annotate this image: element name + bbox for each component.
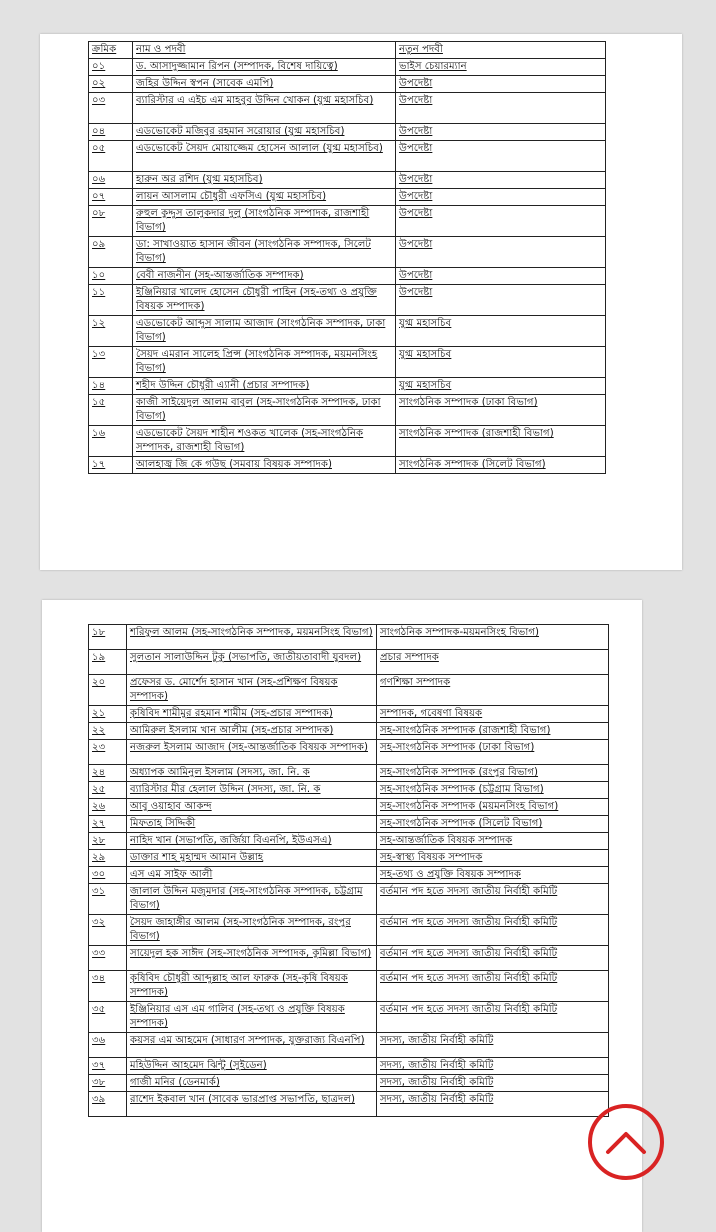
cell-new-post: সাংগঠনিক সম্পাদক-ময়মনসিংহ বিভাগ) [377, 625, 609, 650]
cell-new-post: উপদেষ্টা [396, 206, 606, 237]
cell-new-post: গণশিক্ষা সম্পাদক [377, 675, 609, 706]
cell-new-post: সহ-সাংগঠনিক সম্পাদক (ঢাকা বিভাগ) [377, 740, 609, 765]
cell-name: এডভোকেট সৈয়দ শাহীন শওকত খালেক (সহ-সাংগঠনিক সম্পাদক, রাজশাহী বিভাগ) [133, 426, 396, 457]
cell-new-post: উপদেষ্টা [396, 237, 606, 268]
table-row [89, 189, 606, 206]
cell-name: সুলতান সালাউদ্দিন টুকু (সভাপতি, জাতীয়তাবাদী যুবদল) [127, 650, 377, 675]
table-row [89, 675, 609, 706]
cell-name: ব্যারিস্টার এ এইচ এম মাহবুব উদ্দিন খোকন (যুগ্ম মহাসচিব) [133, 93, 396, 124]
table-row [89, 347, 606, 378]
cell-serial: ২৯ [89, 850, 127, 867]
cell-new-post: সহ-তথ্য ও প্রযুক্তি বিষয়ক সম্পাদক [377, 867, 609, 884]
table-row [89, 625, 609, 650]
cell-new-post: যুগ্ম মহাসচিব [396, 316, 606, 347]
cell-serial: ২২ [89, 723, 127, 740]
cell-name: আলহাজ্ব জি কে গউছ (সমবায় বিষয়ক সম্পাদক) [133, 457, 396, 474]
cell-serial: ২৭ [89, 816, 127, 833]
members-table-2 [88, 624, 609, 1117]
table-row [89, 76, 606, 93]
cell-name: রুহুল কুদ্দুস তালুকদার দুলু (সাংগঠনিক সম্পাদক, রাজশাহী বিভাগ) [133, 206, 396, 237]
cell-serial: ০৪ [89, 124, 133, 141]
cell-name: লায়ন আসলাম চৌধুরী এফসিএ (যুগ্ম মহাসচিব) [133, 189, 396, 206]
table-row [89, 799, 609, 816]
cell-name: রাশেদ ইকবাল খান (সাবেক ভারপ্রাপ্ত সভাপতি, ছাত্রদল) [127, 1092, 377, 1117]
cell-serial: ১০ [89, 268, 133, 285]
table-row [89, 915, 609, 946]
cell-new-post: উপদেষ্টা [396, 268, 606, 285]
cell-name: অধ্যাপক আমিনুল ইসলাম (সদস্য, জা. নি. ক [127, 765, 377, 782]
cell-name: নাহিদ খান (সভাপতি, জর্জিয়া বিএনপি, ইউএসএ) [127, 833, 377, 850]
cell-new-post: প্রচার সম্পাদক [377, 650, 609, 675]
cell-new-post: সহ-স্বাস্থ্য বিষয়ক সম্পাদক [377, 850, 609, 867]
cell-serial: ৩৫ [89, 1002, 127, 1033]
table-row [89, 316, 606, 347]
scroll-to-top-button[interactable] [588, 1104, 664, 1180]
cell-name: মহিউদ্দিন আহমেদ ঝিন্টু (সুইডেন) [127, 1058, 377, 1075]
table-row [89, 59, 606, 76]
cell-serial: ১৫ [89, 395, 133, 426]
cell-new-post: সহ-সাংগঠনিক সম্পাদক (সিলেট বিভাগ) [377, 816, 609, 833]
cell-serial: ২১ [89, 706, 127, 723]
cell-name: নজরুল ইসলাম আজাদ (সহ-আন্তর্জাতিক বিষয়ক সম্পাদক) [127, 740, 377, 765]
cell-new-post: বর্তমান পদ হতে সদস্য জাতীয় নির্বাহী কমিটি [377, 946, 609, 971]
cell-new-post: সহ-সাংগঠনিক সম্পাদক (রংপুর বিভাগ) [377, 765, 609, 782]
cell-name: সায়েদুল হক সাঈদ (সহ-সাংগঠনিক সম্পাদক, কুমিল্লা বিভাগ) [127, 946, 377, 971]
cell-serial: ২৪ [89, 765, 127, 782]
cell-name: ইঞ্জিনিয়ার এস এম গালিব (সহ-তথ্য ও প্রযুক্তি বিষয়ক সম্পাদক) [127, 1002, 377, 1033]
cell-new-post: উপদেষ্টা [396, 124, 606, 141]
cell-serial: ৩৯ [89, 1092, 127, 1117]
cell-new-post: বর্তমান পদ হতে সদস্য জাতীয় নির্বাহী কমিটি [377, 915, 609, 946]
cell-new-post: বর্তমান পদ হতে সদস্য জাতীয় নির্বাহী কমিটি [377, 884, 609, 915]
cell-serial: ৩৭ [89, 1058, 127, 1075]
cell-name: এডভোকেট সৈয়দ মোয়াজ্জেম হোসেন আলাল (যুগ্ম মহাসচিব) [133, 141, 396, 172]
cell-new-post: উপদেষ্টা [396, 285, 606, 316]
cell-new-post: সদস্য, জাতীয় নির্বাহী কমিটি [377, 1092, 609, 1117]
cell-name: ড. আসাদুজ্জামান রিপন (সম্পাদক, বিশেষ দায়িত্বে) [133, 59, 396, 76]
table-row [89, 782, 609, 799]
cell-new-post: সহ-সাংগঠনিক সম্পাদক (ময়মনসিংহ বিভাগ) [377, 799, 609, 816]
cell-new-post: উপদেষ্টা [396, 76, 606, 93]
table-row [89, 850, 609, 867]
table-row [89, 141, 606, 172]
table-row [89, 378, 606, 395]
cell-name: গাজী মনির (ডেনমার্ক) [127, 1075, 377, 1092]
cell-serial: ০৬ [89, 172, 133, 189]
cell-new-post: সহ-সাংগঠনিক সম্পাদক (রাজশাহী বিভাগ) [377, 723, 609, 740]
cell-name: শহীদ উদ্দিন চৌধুরী এ্যানী (প্রচার সম্পাদক) [133, 378, 396, 395]
cell-new-post: সাংগঠনিক সম্পাদক (রাজশাহী বিভাগ) [396, 426, 606, 457]
cell-serial: ২৩ [89, 740, 127, 765]
table-row [89, 457, 606, 474]
cell-new-post: ভাইস চেয়ারম্যান [396, 59, 606, 76]
cell-serial: ২৫ [89, 782, 127, 799]
document-page-2 [42, 600, 642, 1232]
cell-name: ডাক্তার শাহ মুহাম্মদ আমান উল্লাহ [127, 850, 377, 867]
cell-name: বেবী নাজনীন (সহ-আন্তর্জাতিক সম্পাদক) [133, 268, 396, 285]
table-row [89, 1075, 609, 1092]
cell-serial: ০৯ [89, 237, 133, 268]
cell-serial: ২৮ [89, 833, 127, 850]
table-row [89, 816, 609, 833]
table-row [89, 172, 606, 189]
cell-new-post: সদস্য, জাতীয় নির্বাহী কমিটি [377, 1058, 609, 1075]
cell-name: ব্যারিস্টার মীর হেলাল উদ্দিন (সদস্য, জা. নি. ক [127, 782, 377, 799]
cell-name: শরিফুল আলম (সহ-সাংগঠনিক সম্পাদক, ময়মনসিংহ বিভাগ) [127, 625, 377, 650]
cell-name: মিফতাহ সিদ্দিকী [127, 816, 377, 833]
cell-serial: ১৩ [89, 347, 133, 378]
cell-name: সৈয়দ জাহাঙ্গীর আলম (সহ-সাংগঠনিক সম্পাদক, রংপুর বিভাগ) [127, 915, 377, 946]
cell-name: কৃষিবিদ শামীমুর রহমান শামীম (সহ-প্রচার সম্পাদক) [127, 706, 377, 723]
cell-name: ডা: সাখাওয়াত হাসান জীবন (সাংগঠনিক সম্পাদক, সিলেট বিভাগ) [133, 237, 396, 268]
cell-serial: ১৪ [89, 378, 133, 395]
cell-serial: ০৩ [89, 93, 133, 124]
cell-serial: ৩৮ [89, 1075, 127, 1092]
cell-new-post: বর্তমান পদ হতে সদস্য জাতীয় নির্বাহী কমিটি [377, 971, 609, 1002]
cell-new-post: সহ-আন্তর্জাতিক বিষয়ক সম্পাদক [377, 833, 609, 850]
table-row [89, 395, 606, 426]
cell-serial: ৩০ [89, 867, 127, 884]
cell-name: এডভোকেট মজিবুর রহমান সরোয়ার (যুগ্ম মহাসচিব) [133, 124, 396, 141]
cell-serial: ১১ [89, 285, 133, 316]
cell-serial: ২০ [89, 675, 127, 706]
cell-serial: ১৯ [89, 650, 127, 675]
table-row [89, 740, 609, 765]
table-row [89, 1002, 609, 1033]
cell-serial: ০৮ [89, 206, 133, 237]
cell-serial: ৩৬ [89, 1033, 127, 1058]
cell-name: কাজী সাইয়েদুল আলম বাবুল (সহ-সাংগঠনিক সম্পাদক, ঢাকা বিভাগ) [133, 395, 396, 426]
table-row [89, 1092, 609, 1117]
cell-new-post: সাংগঠনিক সম্পাদক (ঢাকা বিভাগ) [396, 395, 606, 426]
chevron-up-icon [604, 1122, 648, 1162]
table-row [89, 946, 609, 971]
table-row [89, 971, 609, 1002]
cell-serial: ০৭ [89, 189, 133, 206]
cell-serial: ৩৪ [89, 971, 127, 1002]
table-row [89, 285, 606, 316]
cell-new-post: সদস্য, জাতীয় নির্বাহী কমিটি [377, 1075, 609, 1092]
cell-name: এডভোকেট আব্দুস সালাম আজাদ (সাংগঠনিক সম্পাদক, ঢাকা বিভাগ) [133, 316, 396, 347]
cell-serial: ২৬ [89, 799, 127, 816]
cell-serial: ৩৩ [89, 946, 127, 971]
table-row [89, 650, 609, 675]
table-row [89, 426, 606, 457]
cell-new-post: সদস্য, জাতীয় নির্বাহী কমিটি [377, 1033, 609, 1058]
cell-serial: ০১ [89, 59, 133, 76]
document-page-1 [40, 34, 682, 570]
cell-serial: ৩১ [89, 884, 127, 915]
cell-serial: ১৭ [89, 457, 133, 474]
table-header-row [89, 42, 606, 59]
cell-serial: ১৬ [89, 426, 133, 457]
table-row [89, 237, 606, 268]
cell-name: জহির উদ্দিন স্বপন (সাবেক এমপি) [133, 76, 396, 93]
cell-new-post: সম্পাদক, গবেষণা বিষয়ক [377, 706, 609, 723]
members-table-1 [88, 41, 606, 474]
cell-serial: ৩২ [89, 915, 127, 946]
table-row [89, 867, 609, 884]
table-row [89, 723, 609, 740]
cell-serial: ০২ [89, 76, 133, 93]
table-row [89, 833, 609, 850]
table-row [89, 124, 606, 141]
cell-name: ইঞ্জিনিয়ার খালেদ হোসেন চৌধুরী পাহিন (সহ-তথ্য ও প্রযুক্তি বিষয়ক সম্পাদক) [133, 285, 396, 316]
cell-name: কয়সর এম আহমেদ (সাধারণ সম্পাদক, যুক্তরাজ্য বিএনপি) [127, 1033, 377, 1058]
table-row [89, 268, 606, 285]
cell-name: জালাল উদ্দিন মজুমদার (সহ-সাংগঠনিক সম্পাদক, চট্টগ্রাম বিভাগ) [127, 884, 377, 915]
cell-new-post: উপদেষ্টা [396, 189, 606, 206]
cell-serial: ০৫ [89, 141, 133, 172]
table-row [89, 884, 609, 915]
cell-name: প্রফেসর ড. মোর্শেদ হাসান খান (সহ-প্রশিক্ষণ বিষয়ক সম্পাদক) [127, 675, 377, 706]
cell-new-post: উপদেষ্টা [396, 141, 606, 172]
cell-name: কৃষিবিদ চৌধুরী আব্দুল্লাহ আল ফারুক (সহ-কৃষি বিষয়ক সম্পাদক) [127, 971, 377, 1002]
cell-new-post: উপদেষ্টা [396, 93, 606, 124]
cell-name: এস এম সাইফ আলী [127, 867, 377, 884]
cell-new-post: যুগ্ম মহাসচিব [396, 347, 606, 378]
cell-name: আবু ওয়াহাব আকন্দ [127, 799, 377, 816]
table-row [89, 1058, 609, 1075]
cell-new-post: বর্তমান পদ হতে সদস্য জাতীয় নির্বাহী কমিটি [377, 1002, 609, 1033]
cell-name: হারুন অর রশিদ (যুগ্ম মহাসচিব) [133, 172, 396, 189]
cell-name: সৈয়দ এমরান সালেহ প্রিন্স (সাংগঠনিক সম্পাদক, ময়মনসিংহ বিভাগ) [133, 347, 396, 378]
table-row [89, 93, 606, 124]
cell-serial: ১২ [89, 316, 133, 347]
table-row [89, 1033, 609, 1058]
header-name: নাম ও পদবী [133, 42, 396, 59]
cell-new-post: উপদেষ্টা [396, 172, 606, 189]
table-row [89, 706, 609, 723]
header-new-post: নতুন পদবী [396, 42, 606, 59]
table-row [89, 206, 606, 237]
cell-new-post: সহ-সাংগঠনিক সম্পাদক (চট্টগ্রাম বিভাগ) [377, 782, 609, 799]
cell-name: আমিরুল ইসলাম খান আলীম (সহ-প্রচার সম্পাদক) [127, 723, 377, 740]
cell-new-post: সাংগঠনিক সম্পাদক (সিলেট বিভাগ) [396, 457, 606, 474]
cell-new-post: যুগ্ম মহাসচিব [396, 378, 606, 395]
header-serial: ক্রমিক [89, 42, 133, 59]
cell-serial: ১৮ [89, 625, 127, 650]
table-row [89, 765, 609, 782]
